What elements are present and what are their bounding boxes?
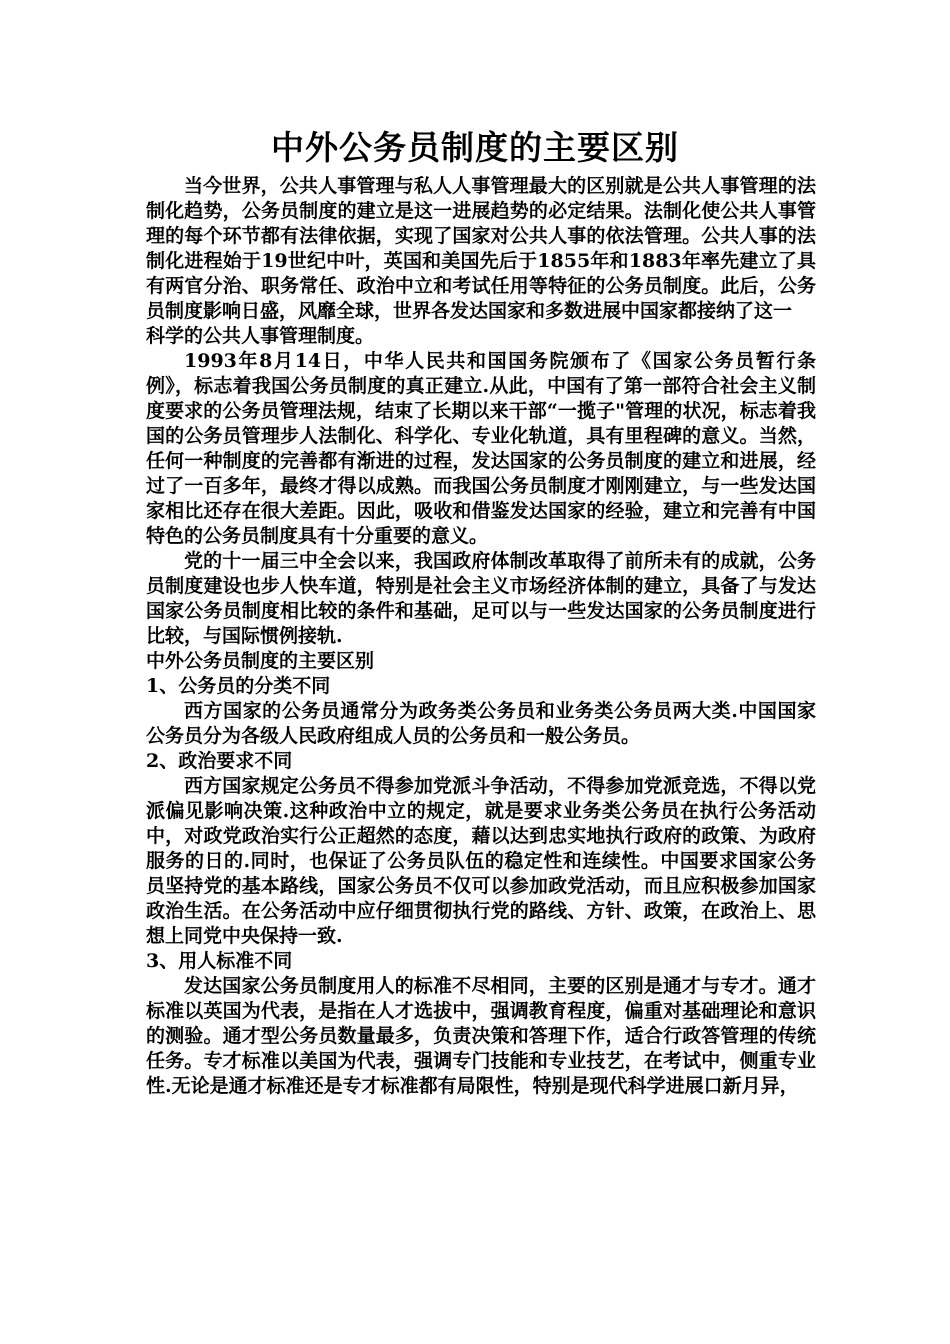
paragraph-intro-continued: 科学的公共人事管理制度。 xyxy=(146,325,375,347)
section-heading-3: 3、用人标准不同 xyxy=(146,950,293,972)
paragraph-reform: 党的十一届三中全会以来，我国政府体制改革取得了前所未有的成就，公务员制度建设也步人快车道，特别是社会主义市场经济体制的建立，具备了与发达国家公务员制度相比较的条件和基础，足可以与一些发达国家的公务员制度进行比较，与国际惯例接轨. xyxy=(146,550,816,647)
section-heading-2: 2、政治要求不同 xyxy=(146,750,293,772)
paragraph-1993: 1993年8月14日，中华人民共和国国务院颁布了《国家公务员暂行条例》，标志着我国公务员制度的真正建立.从此，中国有了第一部符合社会主义制度要求的公务员管理法规，结束了长期以来干部“一揽子"管理的状况，标志着我国的公务员管理步人法制化、科学化、专业化轨道，具有里程碑的意义。当然，任何一种制度的完善都有渐进的过程，发达国家的公务员制度的建立和进展，经过了一百多年，最终才得以成熟。而我国公务员制度才刚刚建立，与一些发达国家相比还存在很大差距。因此，吸收和借鉴发达国家的经验，建立和完善有中国特色的公务员制度具有十分重要的意义。 xyxy=(146,350,816,547)
section-heading-1: 1、公务员的分类不同 xyxy=(146,675,331,697)
document-title: 中外公务员制度的主要区别 xyxy=(271,128,679,167)
paragraph-political: 西方国家规定公务员不得参加党派斗争活动，不得参加党派竞选，不得以党派偏见影响决策.这种政治中立的规定，就是要求业务类公务员在执行公务活动中，对政党政治实行公正超然的态度，藉以达到忠实地执行政府的政策、为政府服务的日的.同时，也保证了公务员队伍的稳定性和连续性。中国要求国家公务员坚持党的基本路线，国家公务员不仅可以参加政党活动，而且应积极参加国家政治生活。在公务活动中应仔细贯彻执行党的路线、方针、政策，在政治上、思想上同党中央保持一致. xyxy=(146,775,816,947)
paragraph-standards: 发达国家公务员制度用人的标准不尽相同，主要的区别是通才与专才。通才标准以英国为代表，是指在人才选拔中，强调教育程度，偏重对基础理论和意识的测验。通才型公务员数量最多，负责决策和答理下作，适合行政答管理的传统任务。专才标准以美国为代表，强调专门技能和专业技艺，在考试中，侧重专业性.无论是通才标准还是专才标准都有局限性，特别是现代科学进展口新月异， xyxy=(146,975,816,1097)
document-body xyxy=(146,174,816,1099)
section-heading-main: 中外公务员制度的主要区别 xyxy=(146,650,375,672)
paragraph-classification: 西方国家的公务员通常分为政务类公务员和业务类公务员两大类.中国国家公务员分为各级人民政府组成人员的公务员和一般公务员。 xyxy=(146,700,816,747)
paragraph-intro: 当今世界，公共人事管理与私人人事管理最大的区别就是公共人事管理的法制化趋势，公务员制度的建立是这一进展趋势的必定结果。法制化使公共人事管理的每个环节都有法律依据，实现了国家对公共人事的依法管理。公共人事的法制化进程始于19世纪中叶，英国和美国先后于1855年和1883年率先建立了具有两官分治、职务常任、政治中立和考试任用等特征的公务员制度。此后，公务员制度影响日盛，风靡全球，世界各发达国家和多数进展中国家都接纳了这一 xyxy=(146,175,816,322)
